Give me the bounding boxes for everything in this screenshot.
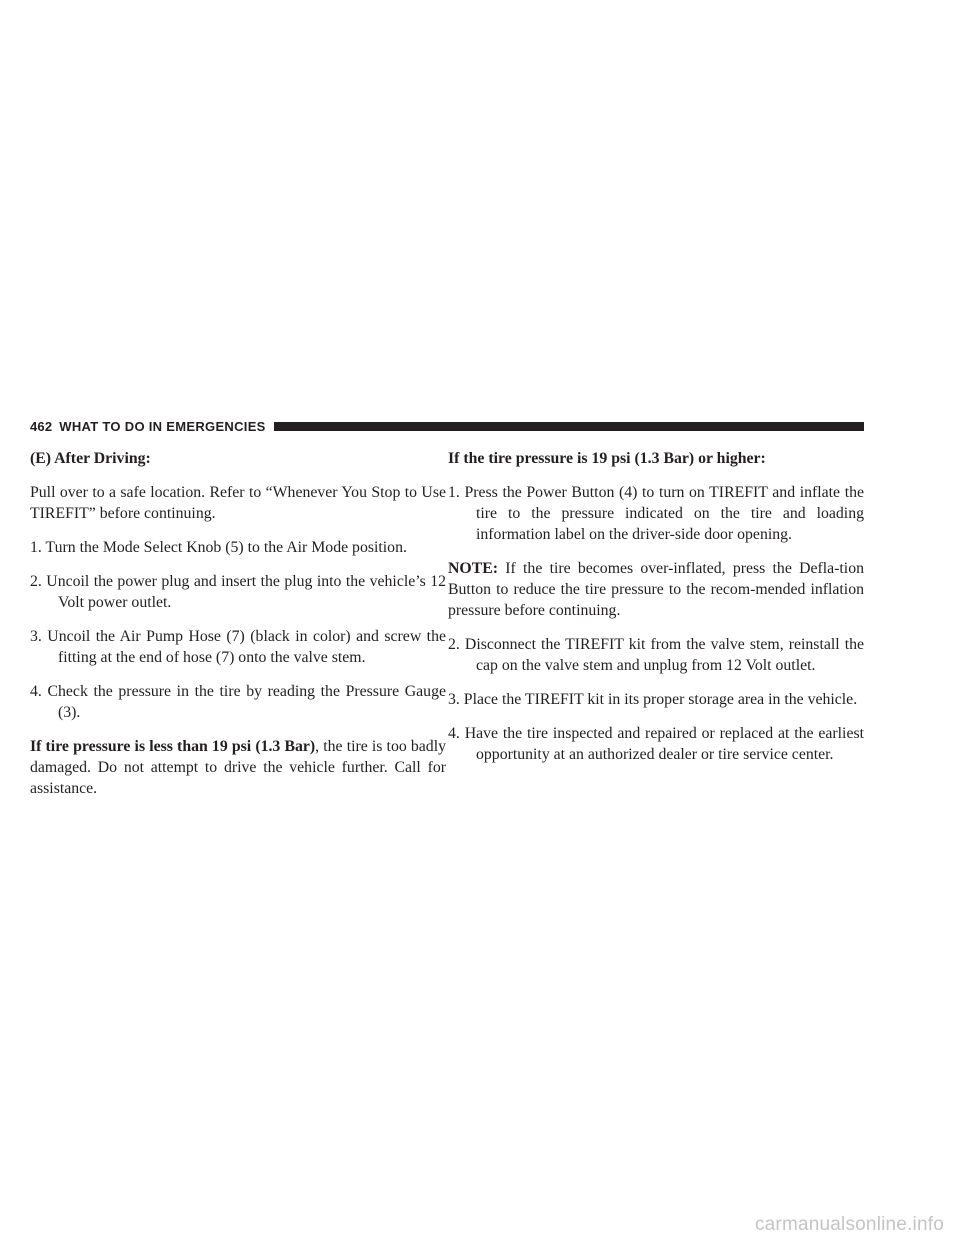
intro-paragraph: Pull over to a safe location. Refer to “Whenever You Stop to Use TIREFIT” before continuing. xyxy=(30,484,446,522)
page-header xyxy=(30,418,864,434)
step-item: 4. Check the pressure in the tire by reading the Pressure Gauge (3). xyxy=(30,683,446,721)
step-item: 1. Press the Power Button (4) to turn on TIREFIT and inflate the tire to the pressure indicated on the tire and loading information label on the driver-side door opening. xyxy=(448,484,864,543)
after-driving-heading: (E) After Driving: xyxy=(30,450,151,467)
low-pressure-lead: If tire pressure is less than 19 psi (1.3 Bar) xyxy=(30,738,316,755)
section-title: WHAT TO DO IN EMERGENCIES xyxy=(59,418,266,434)
step-item: 4. Have the tire inspected and repaired or replaced at the earliest opportunity at an authorized dealer or tire service center. xyxy=(448,725,864,763)
low-pressure-paragraph xyxy=(30,736,446,799)
watermark-text: carmanualsonline.info xyxy=(754,1214,944,1235)
note-paragraph xyxy=(448,558,864,621)
low-pressure-text: , the tire is too badly damaged. Do not attempt to drive the vehicle further. Call for assistance. xyxy=(30,738,446,797)
high-pressure-heading: If the tire pressure is 19 psi (1.3 Bar) or higher: xyxy=(448,450,766,467)
step-item: 1. Turn the Mode Select Knob (5) to the Air Mode position. xyxy=(30,539,407,556)
note-text: If the tire becomes over-inflated, press the Defla-tion Button to reduce the tire pressure to the recom-mended inflation pressure before continuing. xyxy=(448,560,864,619)
step-item: 3. Place the TIREFIT kit in its proper storage area in the vehicle. xyxy=(448,691,858,708)
right-column xyxy=(448,448,864,778)
header-rule xyxy=(274,422,864,431)
step-item: 2. Disconnect the TIREFIT kit from the valve stem, reinstall the cap on the valve stem and unplug from 12 Volt outlet. xyxy=(448,636,864,674)
step-item: 3. Uncoil the Air Pump Hose (7) (black in color) and screw the fitting at the end of hose (7) onto the valve stem. xyxy=(30,628,446,666)
step-item: 2. Uncoil the power plug and insert the plug into the vehicle’s 12 Volt power outlet. xyxy=(30,573,446,611)
note-label: NOTE: xyxy=(448,560,499,577)
page-number: 462 xyxy=(30,418,53,434)
left-column xyxy=(30,448,446,812)
